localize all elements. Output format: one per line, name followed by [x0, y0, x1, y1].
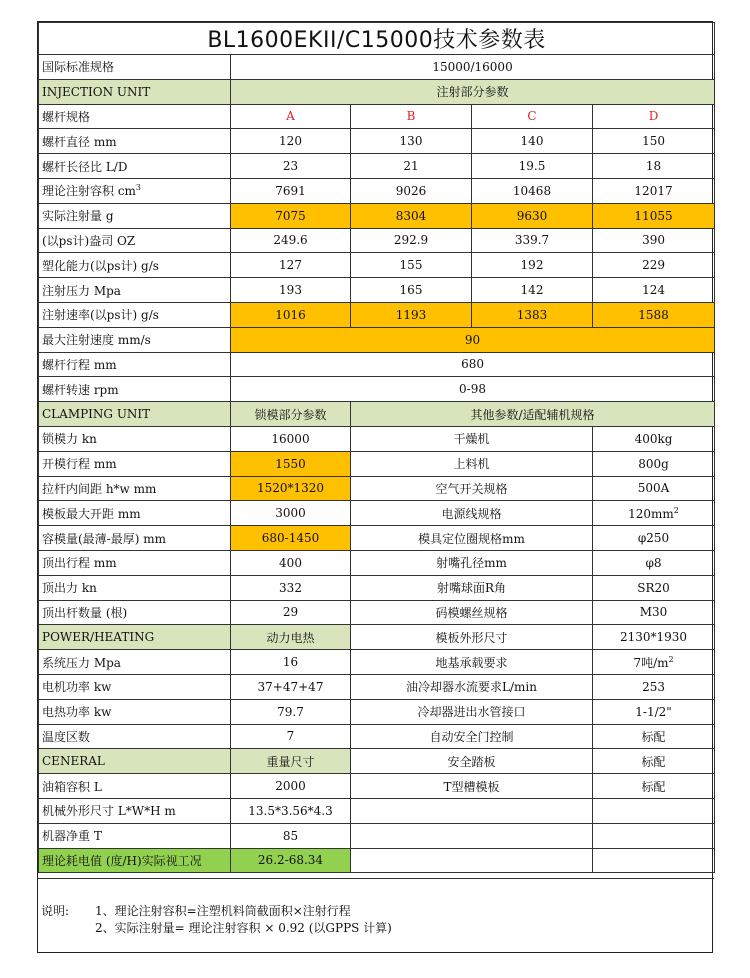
table-row [39, 426, 715, 451]
clamping-aux-value-text: 120mm [628, 506, 674, 521]
clamping-aux-value-text: M30 [639, 605, 668, 620]
injection-row-value: 155 [351, 253, 472, 278]
general-aux-value [593, 823, 715, 848]
general-row-label [39, 798, 231, 823]
clamping-aux-key: 上料机 [351, 451, 593, 476]
power-aux-key: 油冷却器水流要求L/min [351, 674, 593, 699]
table-row [39, 278, 715, 303]
max-speed-label: 最大注射速度 mm/s [39, 327, 231, 352]
injection-row-value: 150 [593, 129, 715, 154]
injection-row-value: 1588 [593, 302, 715, 327]
clamping-row-label [39, 476, 231, 501]
clamping-aux-key: 电源线规格 [351, 501, 593, 526]
clamping-row-value: 29 [231, 600, 351, 625]
page-title: BL1600EKII/C15000技术参数表 [39, 23, 715, 55]
clamping-aux-value-text: φ250 [637, 531, 670, 546]
clamping-row-label-text: 拉杆内间距 h*w mm [42, 481, 157, 496]
table-row [39, 178, 715, 203]
power-aux-value-text: 标配 [641, 729, 666, 744]
note-2: 2、实际注射量= 理论注射容积 × 0.92 (以GPPS 计算) [95, 921, 392, 935]
other-header: 其他参数/适配辅机规格 [351, 402, 715, 427]
table-row [39, 451, 715, 476]
general-row-value: 85 [231, 823, 351, 848]
superscript: 2 [668, 654, 674, 664]
intl-spec-label: 国际标准规格 [39, 55, 231, 80]
clamping-aux-value [593, 575, 715, 600]
injection-row-label-text: 螺杆长径比 L/D [42, 159, 128, 174]
injection-row-value: 390 [593, 228, 715, 253]
general-row-label [39, 774, 231, 799]
injection-row-value: 127 [231, 253, 351, 278]
table-row [39, 476, 715, 501]
table-row [39, 774, 715, 799]
injection-row-value: 339.7 [472, 228, 593, 253]
injection-row-value: 165 [351, 278, 472, 303]
injection-header-en: INJECTION UNIT [39, 79, 231, 104]
clamping-aux-value-text: 800g [638, 456, 669, 471]
general-row-value: 2000 [231, 774, 351, 799]
clamping-aux-value-text: 500A [637, 481, 670, 496]
clamping-header-en: CLAMPING UNIT [39, 402, 231, 427]
power-row-label-text: 电机功率 kw [42, 680, 112, 695]
clamping-row-value: 332 [231, 575, 351, 600]
injection-row-value: 120 [231, 129, 351, 154]
clamping-row-value: 1550 [231, 451, 351, 476]
clamping-row-value: 400 [231, 550, 351, 575]
injection-row-value: 192 [472, 253, 593, 278]
injection-row-value: 9630 [472, 203, 593, 228]
clamping-row-label [39, 451, 231, 476]
table-row [39, 674, 715, 699]
injection-row-value: 1383 [472, 302, 593, 327]
table-row [39, 228, 715, 253]
note-1: 1、理论注射容积=注塑机料筒截面积×注射行程 [95, 904, 351, 918]
general-aux-key [351, 823, 593, 848]
power-aux-value [593, 699, 715, 724]
clamping-row-label [39, 426, 231, 451]
power-head-value: 2130*1930 [593, 625, 715, 650]
power-row-value: 16 [231, 650, 351, 675]
injection-row-label [39, 302, 231, 327]
general-aux-key: T型槽模板 [351, 774, 593, 799]
injection-row-value: 1193 [351, 302, 472, 327]
injection-row-label-text: 实际注射量 g [42, 209, 114, 224]
general-row-label-text: 油箱容积 L [42, 779, 102, 794]
screw-spec-label: 螺杆规格 [39, 104, 231, 129]
general-row-label [39, 823, 231, 848]
power-head-key: 模板外形尺寸 [351, 625, 593, 650]
injection-row-value: 193 [231, 278, 351, 303]
clamping-aux-value-text: SR20 [637, 580, 670, 595]
table-row [39, 823, 715, 848]
clamping-row-label [39, 575, 231, 600]
superscript: 2 [673, 505, 679, 515]
injection-row-label [39, 154, 231, 179]
clamping-aux-value [593, 501, 715, 526]
clamping-row-label [39, 526, 231, 551]
clamping-aux-value-text: 400kg [634, 431, 673, 446]
power-row-label [39, 650, 231, 675]
injection-row-value: 12017 [593, 178, 715, 203]
empty-cell [593, 848, 715, 873]
general-row-value: 13.5*3.56*4.3 [231, 798, 351, 823]
spec-table [38, 22, 715, 873]
power-row-value: 37+47+47 [231, 674, 351, 699]
injection-row-value: 229 [593, 253, 715, 278]
clamping-row-label [39, 501, 231, 526]
rpm-value: 0-98 [231, 377, 715, 402]
power-aux-value-text: 1-1/2" [635, 704, 672, 719]
clamping-aux-value-text: φ8 [645, 555, 662, 570]
injection-header-cn: 注射部分参数 [231, 79, 715, 104]
clamping-row-label-text: 顶出行程 mm [42, 556, 117, 571]
general-aux-value [593, 798, 715, 823]
screw-d: D [593, 104, 715, 129]
power-aux-value [593, 724, 715, 749]
clamping-row-value: 1520*1320 [231, 476, 351, 501]
clamping-header-cn: 锁模部分参数 [231, 402, 351, 427]
injection-row-value: 249.6 [231, 228, 351, 253]
table-row [39, 253, 715, 278]
clamping-aux-key: 射嘴孔径mm [351, 550, 593, 575]
stroke-value: 680 [231, 352, 715, 377]
general-row-label-text: 机器净重 T [42, 829, 102, 844]
screw-a: A [231, 104, 351, 129]
power-row-label [39, 699, 231, 724]
table-row [39, 600, 715, 625]
clamping-aux-value [593, 476, 715, 501]
injection-row-value: 10468 [472, 178, 593, 203]
injection-row-label [39, 278, 231, 303]
clamping-aux-value [593, 526, 715, 551]
general-aux-value [593, 774, 715, 799]
table-row [39, 798, 715, 823]
power-aux-key: 自动安全门控制 [351, 724, 593, 749]
injection-row-label-text: 注射速率(以ps计) g/s [42, 308, 159, 323]
clamping-row-value: 680-1450 [231, 526, 351, 551]
injection-row-label [39, 253, 231, 278]
injection-row-value: 8304 [351, 203, 472, 228]
general-head-key: 安全踏板 [351, 749, 593, 774]
injection-row-value: 142 [472, 278, 593, 303]
injection-row-label [39, 228, 231, 253]
screw-c: C [472, 104, 593, 129]
clamping-row-value: 3000 [231, 501, 351, 526]
general-aux-key [351, 798, 593, 823]
table-row [39, 699, 715, 724]
injection-row-value: 140 [472, 129, 593, 154]
table-row [39, 550, 715, 575]
notes [38, 878, 714, 954]
clamping-row-label [39, 550, 231, 575]
table-row [39, 724, 715, 749]
clamping-row-value: 16000 [231, 426, 351, 451]
power-header-cn: 动力电热 [231, 625, 351, 650]
energy-value: 26.2-68.34 [231, 848, 351, 873]
general-header-en: CENERAL [39, 749, 231, 774]
injection-row-label [39, 178, 231, 203]
power-row-label-text: 系统压力 Mpa [42, 655, 121, 670]
spec-sheet [37, 21, 713, 953]
clamping-aux-value [593, 600, 715, 625]
power-aux-value-text: 253 [642, 679, 665, 694]
clamping-aux-value [593, 451, 715, 476]
injection-row-label-text: 理论注射容积 cm [42, 184, 136, 199]
table-row [39, 203, 715, 228]
injection-row-label [39, 203, 231, 228]
power-row-value: 7 [231, 724, 351, 749]
clamping-aux-key: 干燥机 [351, 426, 593, 451]
injection-row-label-text: 塑化能力(以ps计) g/s [42, 258, 159, 273]
injection-row-value: 9026 [351, 178, 472, 203]
notes-label: 说明: [41, 904, 70, 918]
injection-row-value: 124 [593, 278, 715, 303]
table-row [39, 129, 715, 154]
table-row [39, 526, 715, 551]
table-row [39, 154, 715, 179]
clamping-row-label-text: 顶出力 kn [42, 581, 97, 596]
injection-row-label-text: 注射压力 Mpa [42, 283, 121, 298]
injection-row-label-text: (以ps计)盎司 OZ [42, 233, 136, 248]
injection-row-value: 7691 [231, 178, 351, 203]
stroke-label: 螺杆行程 mm [39, 352, 231, 377]
general-header-cn: 重量尺寸 [231, 749, 351, 774]
empty-cell [351, 848, 593, 873]
injection-row-value: 7075 [231, 203, 351, 228]
clamping-row-label [39, 600, 231, 625]
injection-row-value: 18 [593, 154, 715, 179]
screw-b: B [351, 104, 472, 129]
power-aux-value [593, 674, 715, 699]
table-row [39, 575, 715, 600]
power-row-label-text: 温度区数 [42, 729, 91, 744]
clamping-row-label-text: 模板最大开距 mm [42, 506, 141, 521]
max-speed-value: 90 [231, 327, 715, 352]
power-header-en: POWER/HEATING [39, 625, 231, 650]
clamping-aux-key: 空气开关规格 [351, 476, 593, 501]
power-aux-value-text: 7吨/m [633, 655, 669, 670]
power-aux-value [593, 650, 715, 675]
injection-row-value: 19.5 [472, 154, 593, 179]
power-row-label [39, 724, 231, 749]
injection-row-label [39, 129, 231, 154]
power-aux-key: 地基承载要求 [351, 650, 593, 675]
clamping-row-label-text: 锁模力 kn [42, 432, 97, 447]
power-row-label [39, 674, 231, 699]
clamping-row-label-text: 容模量(最薄-最厚) mm [42, 531, 166, 546]
injection-row-value: 21 [351, 154, 472, 179]
table-row [39, 302, 715, 327]
clamping-aux-key: 模具定位圈规格mm [351, 526, 593, 551]
clamping-aux-key: 射嘴球面R角 [351, 575, 593, 600]
injection-row-value: 11055 [593, 203, 715, 228]
clamping-aux-value [593, 550, 715, 575]
clamping-row-label-text: 开模行程 mm [42, 457, 117, 472]
clamping-row-label-text: 顶出杆数量 (根) [42, 605, 128, 620]
table-row [39, 650, 715, 675]
injection-row-value: 1016 [231, 302, 351, 327]
table-row [39, 501, 715, 526]
intl-spec-value: 15000/16000 [231, 55, 715, 80]
injection-row-value: 292.9 [351, 228, 472, 253]
general-head-value: 标配 [593, 749, 715, 774]
energy-label: 理论耗电值 (度/H)实际视工况 [39, 848, 231, 873]
clamping-aux-value [593, 426, 715, 451]
injection-row-value: 23 [231, 154, 351, 179]
injection-row-label-text: 螺杆直径 mm [42, 134, 117, 149]
power-row-value: 79.7 [231, 699, 351, 724]
power-aux-key: 冷却器进出水管接口 [351, 699, 593, 724]
rpm-label: 螺杆转速 rpm [39, 377, 231, 402]
clamping-aux-key: 码模螺丝规格 [351, 600, 593, 625]
general-aux-value-text: 标配 [641, 779, 666, 794]
superscript: 3 [135, 183, 142, 193]
injection-row-value: 130 [351, 129, 472, 154]
general-row-label-text: 机械外形尺寸 L*W*H m [42, 804, 176, 819]
power-row-label-text: 电热功率 kw [42, 705, 112, 720]
